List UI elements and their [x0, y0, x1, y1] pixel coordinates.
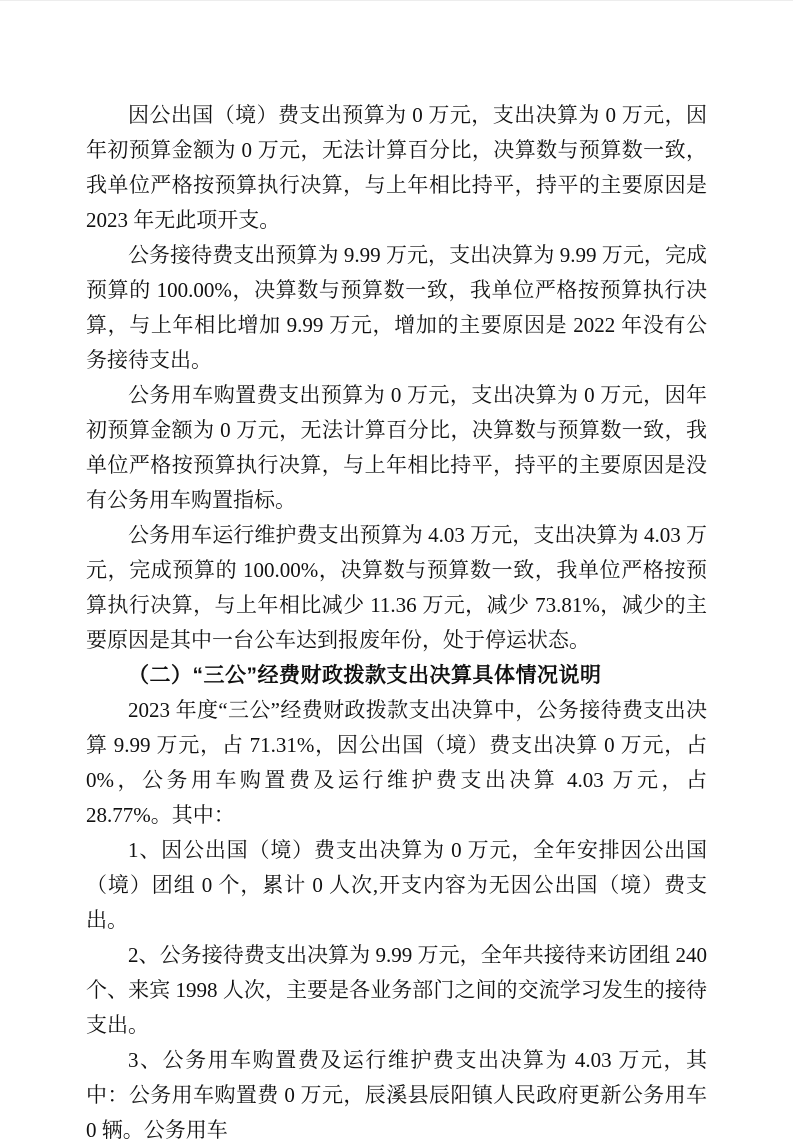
paragraph-outbound-travel-budget: 因公出国（境）费支出预算为 0 万元，支出决算为 0 万元，因年初预算金额为 0 万元，无法计算百分比，决算数与预算数一致，我单位严格按预算执行决算，与上年相比持平，持平的主要原因是 2023 年无此项开支。 [86, 103, 707, 232]
paragraph-item-2-official-reception: 2、公务接待费支出决算为 9.99 万元，全年共接待来访团组 240 个、来宾 1998 人次，主要是各业务部门之间的交流学习发生的接待支出。 [86, 943, 707, 1037]
paragraph-vehicle-maintenance-budget: 公务用车运行维护费支出预算为 4.03 万元，支出决算为 4.03 万元，完成预算的 100.00%，决算数与预算数一致，我单位严格按预算执行决算，与上年相比减少 11.36 万元，减少 73.81%，减少的主要原因是其中一台公车达到报废年份，处于停运状态。 [86, 523, 707, 652]
paragraph-three-public-summary: 2023 年度“三公”经费财政拨款支出决算中，公务接待费支出决算 9.99 万元，占 71.31%，因公出国（境）费支出决算 0 万元，占 0%，公务用车购置费及运行维护费支出决算 4.03 万元，占 28.77%。其中： [86, 698, 707, 827]
paragraph-vehicle-purchase-budget: 公务用车购置费支出预算为 0 万元，支出决算为 0 万元，因年初预算金额为 0 万元，无法计算百分比，决算数与预算数一致，我单位严格按预算执行决算，与上年相比持平，持平的主要原因是没有公务用车购置指标。 [86, 383, 707, 512]
paragraph-item-3-vehicle-expenses: 3、公务用车购置费及运行维护费支出决算为 4.03 万元，其中：公务用车购置费 0 万元，辰溪县辰阳镇人民政府更新公务用车 0 辆。公务用车 [86, 1048, 707, 1142]
paragraph-official-reception-budget: 公务接待费支出预算为 9.99 万元，支出决算为 9.99 万元，完成预算的 100.00%，决算数与预算数一致，我单位严格按预算执行决算，与上年相比增加 9.99 万元，增加的主要原因是 2022 年没有公务接待支出。 [86, 243, 707, 372]
paragraph-item-1-outbound-travel: 1、因公出国（境）费支出决算为 0 万元，全年安排因公出国（境）团组 0 个，累计 0 人次,开支内容为无因公出国（境）费支出。 [86, 838, 707, 932]
section-heading-three-public-expenses: （二）“三公”经费财政拨款支出决算具体情况说明 [128, 664, 602, 687]
